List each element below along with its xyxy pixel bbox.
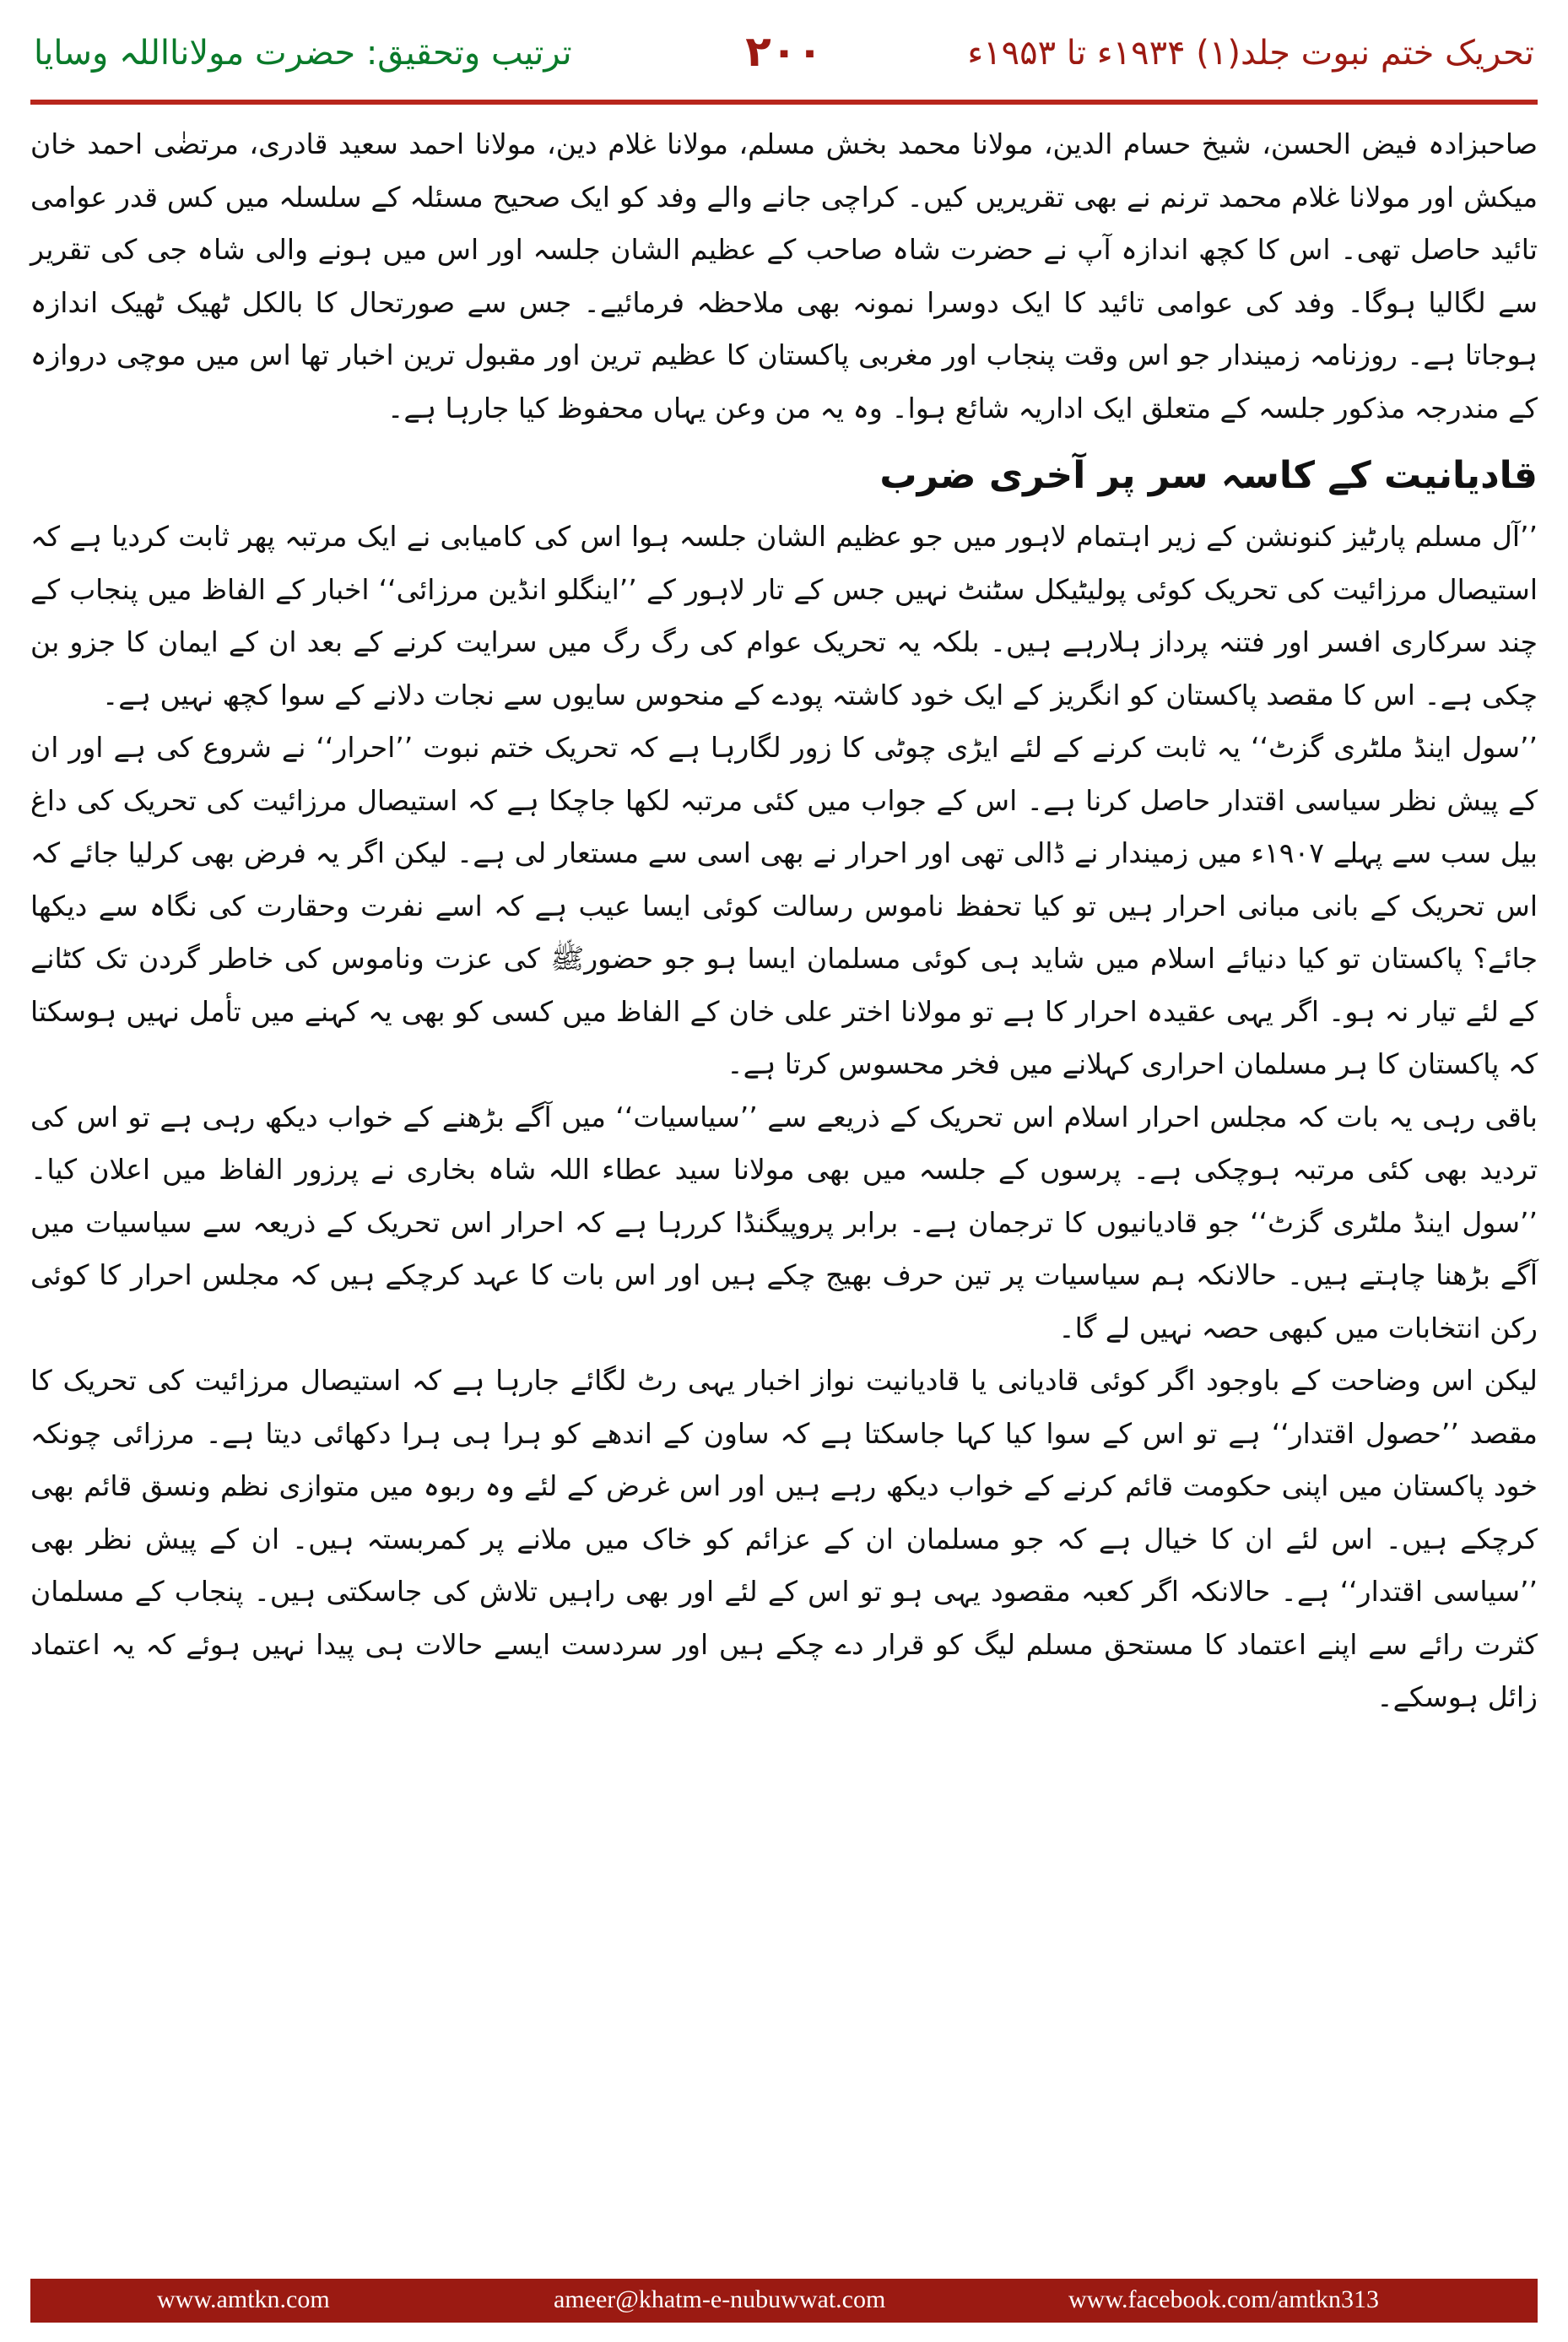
footer-website-link[interactable]: www.amtkn.com	[157, 2285, 330, 2313]
footer-facebook-link[interactable]: www.facebook.com/amtkn313	[1068, 2285, 1379, 2313]
paragraph-intro: صاحبزادہ فیض الحسن، شیخ حسام الدین، مولانا محمد بخش مسلم، مولانا غلام دین، مولانا احمد سعید قادری، مرتضٰی احمد خان میکش اور مولانا غلام محمد ترنم نے بھی تقریریں کیں۔ کراچی جانے والے وفد کو ایک صحیح مسئلہ کے سلسلہ میں کس قدر عوامی تائید حاصل تھی۔ اس کا کچھ اندازہ آپ نے حضرت شاہ صاحب کے عظیم الشان جلسہ اور اس میں ہونے والی شاہ جی کی تقریر سے لگالیا ہوگا۔ وفد کی عوامی تائید کا ایک دوسرا نمونہ بھی ملاحظہ فرمائیے۔ جس سے صورتحال کا بالکل ٹھیک ٹھیک اندازہ ہوجاتا ہے۔ روزنامہ زمیندار جو اس وقت پنجاب اور مغربی پاکستان کا عظیم ترین اور مقبول ترین اخبار تھا اس میں موچی دروازہ کے مندرجہ مذکور جلسہ کے متعلق ایک اداریہ شائع ہوا۔ وہ یہ من وعن یہاں محفوظ کیا جارہا ہے۔	[30, 127, 1538, 425]
footer-email-link[interactable]: ameer@khatm-e-nubuwwat.com	[554, 2285, 886, 2313]
page-footer	[30, 2279, 1538, 2323]
paragraph-quote-3: باقی رہی یہ بات کہ مجلس احرار اسلام اس تحریک کے ذریعے سے ’’سیاسیات‘‘ میں آگے بڑھنے کے خواب دیکھ رہی ہے تو اس کی تردید بھی کئی مرتبہ ہوچکی ہے۔ پرسوں کے جلسہ میں بھی مولانا سید عطاء اللہ شاہ بخاری نے پرزور الفاظ میں اعلان کیا۔ ’’سول اینڈ ملٹری گزٹ‘‘ جو قادیانیوں کا ترجمان ہے۔ برابر پروپیگنڈا کررہا ہے کہ احرار اس تحریک کے ذریعہ سے سیاسیات میں آگے بڑھنا چاہتے ہیں۔ حالانکہ ہم سیاسیات پر تین حرف بھیج چکے ہیں اور اس بات کا عہد کرچکے ہیں کہ مجلس احرار کا کوئی رکن انتخابات میں کبھی حصہ نہیں لے گا۔	[30, 1100, 1538, 1344]
page-body	[30, 118, 1538, 2237]
paragraph-quote-2: ’’سول اینڈ ملٹری گزٹ‘‘ یہ ثابت کرنے کے لئے ایڑی چوٹی کا زور لگارہا ہے کہ تحریک ختم نبوت ’’احرار‘‘ نے شروع کی ہے اور ان کے پیش نظر سیاسی اقتدار حاصل کرنا ہے۔ اس کے جواب میں کئی مرتبہ لکھا جاچکا ہے کہ استیصال مرزائیت کی تحریک کی داغ بیل سب سے پہلے ۱۹۰۷ء میں زمیندار نے ڈالی تھی اور احرار نے بھی اسی سے مستعار لی ہے۔ لیکن اگر یہ فرض بھی کرلیا جائے کہ اس تحریک کے بانی مبانی احرار ہیں تو کیا تحفظ ناموس رسالت کوئی ایسا عیب ہے کہ اسے نفرت وحقارت کی نگاہ سے دیکھا جائے؟ پاکستان تو کیا دنیائے اسلام میں شاید ہی کوئی مسلمان ایسا ہو جو حضورﷺ کی عزت وناموس کی خاطر گردن تک کٹانے کے لئے تیار نہ ہو۔ اگر یہی عقیدہ احرار کا ہے تو مولانا اختر علی خان کے الفاظ میں کسی کو بھی یہ کہنے میں تأمل نہیں ہوسکتا کہ پاکستان کا ہر مسلمان احراری کہلانے میں فخر محسوس کرتا ہے۔	[30, 731, 1538, 1080]
paragraph-quote-4: لیکن اس وضاحت کے باوجود اگر کوئی قادیانی یا قادیانیت نواز اخبار یہی رٹ لگائے جارہا ہے کہ استیصال مرزائیت کی تحریک کا مقصد ’’حصول اقتدار‘‘ ہے تو اس کے سوا کیا کہا جاسکتا ہے کہ ساون کے اندھے کو ہرا ہی ہرا دکھائی دیتا ہے۔ مرزائی چونکہ خود پاکستان میں اپنی حکومت قائم کرنے کے خواب دیکھ رہے ہیں اور اس غرض کے لئے وہ ربوہ میں متوازی نظم ونسق قائم بھی کرچکے ہیں۔ اس لئے ان کا خیال ہے کہ جو مسلمان ان کے عزائم کو خاک میں ملانے پر کمربستہ ہیں۔ ان کے پیش نظر بھی ’’سیاسی اقتدار‘‘ ہے۔ حالانکہ اگر کعبہ مقصود یہی ہو تو اس کے لئے اور بھی راہیں تلاش کی جاسکتی ہیں۔ پنجاب کے مسلمان کثرت رائے سے اپنے اعتماد کا مستحق مسلم لیگ کو قرار دے چکے ہیں اور سردست ایسے حالات ہی پیدا نہیں ہوئے کہ یہ اعتماد زائل ہوسکے۔	[30, 1364, 1538, 1713]
compiler-credit: ترتیب وتحقیق: حضرت مولانااللہ وسایا	[34, 34, 572, 73]
paragraph-quote-1: ’’آل مسلم پارٹیز کنونشن کے زیر اہتمام لاہور میں جو عظیم الشان جلسہ ہوا اس کی کامیابی نے ایک مرتبہ پھر ثابت کردیا ہے کہ استیصال مرزائیت کی تحریک کوئی پولیٹیکل سٹنٹ نہیں جس کے تار لاہور کے ’’اینگلو انڈین مرزائی‘‘ اخبار کے الفاظ میں پنجاب کے چند سرکاری افسر اور فتنہ پرداز ہلارہے ہیں۔ بلکہ یہ تحریک عوام کی رگ رگ میں سرایت کرنے کے بعد ان کے ایمان کا جزو بن چکی ہے۔ اس کا مقصد پاکستان کو انگریز کے ایک خود کاشتہ پودے کے منحوس سایوں سے نجات دلانے کے سوا کچھ نہیں ہے۔	[30, 520, 1538, 711]
header-divider	[30, 100, 1538, 105]
page-header	[0, 0, 1568, 101]
page-number: ۲۰۰	[745, 27, 823, 76]
book-title: تحریک ختم نبوت جلد(۱) ۱۹۳۴ء تا ۱۹۵۳ء	[967, 34, 1534, 73]
section-heading: قادیانیت کے کاسہ سر پر آخری ضرب	[879, 454, 1538, 497]
